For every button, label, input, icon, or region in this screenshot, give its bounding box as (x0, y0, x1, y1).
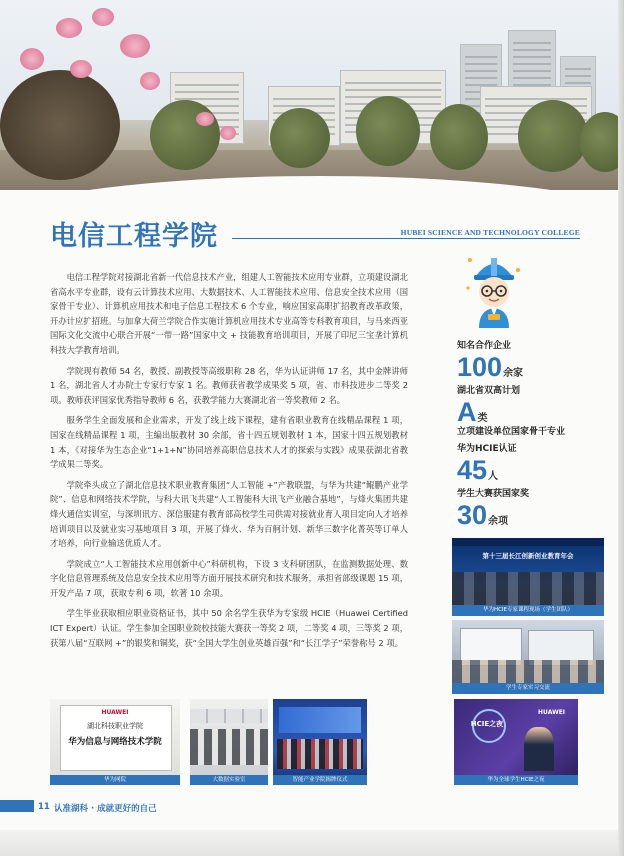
college-name-en: HUBEI SCIENCE AND TECHNOLOGY COLLEGE (400, 228, 580, 237)
page-edge (618, 0, 624, 856)
stat-label: 湖北省双高计划 (457, 386, 521, 396)
page-title: 电信工程学院 (50, 221, 218, 252)
paragraph: 学院牵头成立了湖北信息技术职业教育集团“人工智能 +”产教联盟，与华为共建“鲲鹏产业学院”、信息和网络技术学院，与科大讯飞共建“人工智能科大讯飞产业融合基地”，与烽火集团共建烽火通信实训室，与深圳讯方、深信服建有教育部高校学生司供需对接就业育人项目定向人才培养培训项目以及就业实习基地项目 3 项，开展了烽火、华为百舸计划、新华三数字化菁英等订单人才培养，向行业输送优质人才。 (50, 479, 408, 549)
photo-caption: 华为网院 (50, 775, 180, 785)
stat-number: 45 (457, 455, 488, 485)
title-divider (232, 238, 580, 239)
stat-number: A (457, 397, 477, 427)
stat-label: 立项建设单位国家骨干专业 (457, 427, 566, 437)
page-number: 11 (38, 802, 50, 812)
footer-motto: 认准湖科 · 成就更好的自己 (54, 804, 157, 814)
stat-label: 华为HCIE认证 (457, 444, 517, 454)
paragraph: 服务学生全面发展和企业需求，开发了线上线下课程，建有省职业教育在线精品课程 1 项，国家在线精品课程 1 项，主编出版教材 30 余部，省十四五规划教材 1 本，国家十四五规划教材 1 本，《对接华为生态企业“1+1+N”协同培养高职信息技术人才的探索与实践》成果获湖北省教学成果二等奖。 (50, 415, 408, 470)
photo-caption: 华为全球学生HCIE之夜 (454, 775, 578, 785)
stat-number: 100 (457, 352, 503, 382)
photo-caption: 学生专家实习交流 (452, 683, 604, 694)
hcie-night-sign: HCIE之夜 (470, 720, 504, 728)
stat-number: 30 (457, 500, 488, 530)
page-footer (0, 796, 624, 824)
photo-caption: 智能产业学院揭牌仪式 (273, 775, 367, 785)
huawei-logo: HUAWEI (101, 709, 129, 716)
body-text (50, 270, 408, 656)
engineer-mascot-icon (462, 248, 526, 330)
conference-photo (452, 538, 604, 616)
paragraph: 电信工程学院对接湖北省新一代信息技术产业，组建人工智能技术应用专业群，立项建设湖北省高水平专业群，设有云计算技术应用、大数据技术、人工智能技术应用、信息安全技术应用（国家骨干专业）、计算机应用技术和电子信息工程技术 6 个专业，响应国家高职扩招教育改革政策，开办计应扩招班。与加拿大荷兰学院合作实施计算机应用技术专业高等专科教育项目，与马来西亚国际文化交流中心联合开展“一带一路”国家中文 + 技能教育培训项目，开展了印尼三宝垄计算机科技大学教育培训。 (50, 272, 408, 355)
huawei-logo: HUAWEI (538, 709, 566, 716)
stat-unit: 人 (488, 471, 499, 482)
plaque-school-name: 湖北科技职业学院 (87, 722, 143, 730)
big-data-lab-photo (190, 699, 268, 785)
exchange-photo (452, 620, 604, 694)
conference-banner: 第十三届长江创新创业教育年会 (482, 552, 574, 560)
huawei-academy-plaque (50, 699, 180, 785)
stat-label: 知名合作企业 (457, 341, 512, 351)
paragraph: 学院成立“人工智能技术应用创新中心”科研机构，下设 3 支科研团队，在监测数据处理、数字化信息管理系统及信息安全技术应用等方面开展技术研究和技术服务，承担省部级课题 15 项，开发产品 7 项，获取专利 6 项，软著 10 余项。 (50, 558, 408, 598)
paragraph: 学生毕业获取相应职业资格证书，其中 50 余名学生获华为专家级 HCIE（Huawei Certified ICT Expert）认证。学生参加全国职业院校技能大赛获一等奖 2 项，二等奖 4 项，三等奖 2 项，获第八届“互联网 +”的银奖和铜奖，获“全国大学生创业英雄百强”和“长江学子”荣誉称号 2 项。 (50, 608, 408, 648)
stats-panel (457, 340, 597, 529)
stat-unit: 类 (477, 413, 488, 424)
paragraph: 学院现有教师 54 名，教授、副教授等高级职称 28 名，华为认证讲师 17 名，其中金牌讲师 1 名，湖北省人才办院士专家行专家 1 名。教师获省教学成果奖 5 项，省、市科技进步二等奖 2 项。教师获评国家优秀指导教师 6 名，获教学能力大赛湖北省一等奖教师 2 名。 (50, 365, 408, 405)
stat-label: 学生大赛获国家奖 (457, 489, 530, 499)
stat-unit: 余项 (488, 516, 509, 527)
stat-unit: 余家 (503, 368, 524, 379)
page-bottom-shadow (0, 830, 624, 856)
footer-accent-bar (0, 800, 34, 812)
plaque-academy-name: 华为信息与网络技术学院 (68, 737, 162, 747)
hcie-night-photo (454, 699, 578, 785)
photo-caption: 华为HCIE专家课程现场（学生团队） (452, 605, 604, 616)
photo-caption: 大数据实验室 (190, 775, 268, 785)
campus-photo (0, 0, 624, 190)
industry-college-ceremony-photo (273, 699, 367, 785)
